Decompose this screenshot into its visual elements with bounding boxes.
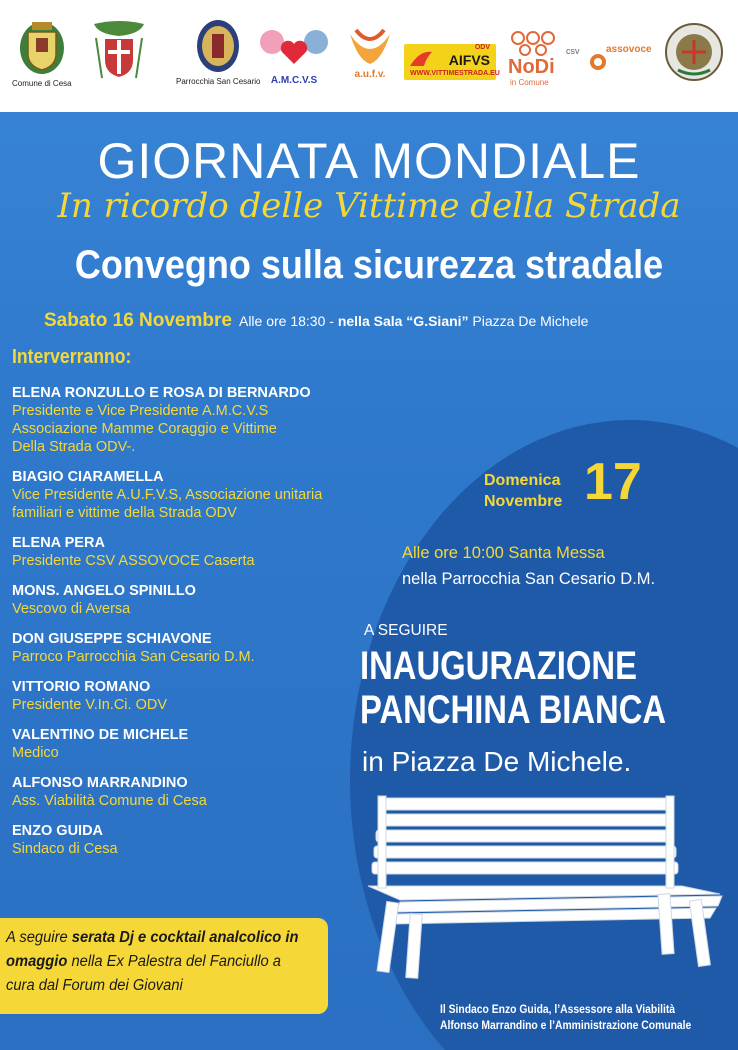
vinci-seal-icon: [664, 20, 724, 82]
speaker-role: Presidente CSV ASSOVOCE Caserta: [12, 553, 255, 569]
organizers-footer: [440, 1002, 701, 1034]
speaker-item: [12, 384, 382, 456]
speaker-role: Sindaco di Cesa: [12, 841, 118, 857]
speaker-role: Vice Presidente A.U.F.V.S, Associazione unitaria familiari e vittime della Strada ODV: [12, 487, 323, 521]
speaker-name: VALENTINO DE MICHELE: [12, 727, 189, 743]
nodi-people-icon: [508, 30, 558, 56]
amcvs-label: A.M.C.V.S: [270, 75, 318, 86]
speaker-name: VITTORIO ROMANO: [12, 679, 151, 695]
assovoce-swirl-icon: [588, 52, 608, 72]
csv-assovoce-logo: [566, 42, 658, 78]
parish-seal-icon: [194, 18, 242, 74]
nodi-logo: [508, 30, 560, 90]
speaker-item: [12, 678, 382, 714]
aufv-label: a.u.f.v.: [354, 69, 386, 80]
sunday-date-words: [484, 470, 562, 512]
speakers-list: [12, 384, 382, 870]
bishop-crest-icon: [88, 18, 150, 88]
aifvs-url: WWW.VITTIMESTRADA.EU: [410, 70, 500, 77]
speaker-name: BIAGIO CIARAMELLA: [12, 469, 164, 485]
sunday-date-number: 17: [584, 453, 642, 511]
speaker-name: MONS. ANGELO SPINILLO: [12, 583, 196, 599]
csv-label: assovoce: [606, 44, 652, 55]
speaker-item: [12, 726, 382, 762]
diocese-logo: [88, 18, 150, 88]
speaker-item: [12, 534, 382, 570]
event-date: Sabato 16 Novembre: [44, 310, 232, 331]
comune-logo: [12, 18, 72, 88]
speaker-role: Parroco Parrocchia San Cesario D.M.: [12, 649, 255, 665]
comune-crest-icon: [16, 18, 68, 76]
inauguration-line1: INAUGURAZIONE: [360, 644, 637, 688]
date-line: [44, 310, 588, 332]
event-time: Alle ore 18:30 -: [238, 313, 338, 329]
speaker-name: ENZO GUIDA: [12, 823, 104, 839]
amcvs-logo: [258, 26, 330, 86]
comune-caption: Comune di Cesa: [12, 79, 72, 88]
csv-prefix: csv: [566, 46, 580, 56]
aifvs-odv: ODV: [474, 44, 490, 51]
speaker-role: Presidente e Vice Presidente A.M.C.V.S Associazione Mamme Coraggio e Vittime Della Strada ODV-.: [12, 403, 277, 455]
parrocchia-logo: [176, 18, 260, 86]
amcvs-hearts-icon: [258, 26, 330, 72]
speaker-name: ELENA PERA: [12, 535, 105, 551]
dj-banner: [0, 918, 328, 1014]
banner-bold: serata Dj e cocktail analcolico in omaggio: [6, 929, 299, 970]
banner-tail: nella Ex Palestra del Fanciullo a cura dal Forum dei Giovani: [6, 953, 281, 994]
speaker-name: DON GIUSEPPE SCHIAVONE: [12, 631, 212, 647]
footer-line1: Il Sindaco Enzo Guida, l’Assessore alla Viabilità: [440, 1004, 676, 1016]
aifvs-mark-icon: [408, 48, 434, 72]
mass-time: Alle ore 10:00 Santa Messa: [402, 544, 605, 562]
speakers-heading: Interverranno:: [12, 346, 132, 368]
aifvs-logo: [404, 44, 500, 80]
speaker-item: [12, 630, 382, 666]
event-place: Piazza De Michele: [468, 313, 589, 329]
speaker-item: [12, 468, 382, 522]
sunday-month: Novembre: [484, 493, 563, 510]
aufv-logo: [346, 26, 394, 80]
nodi-label: NoDi: [508, 56, 555, 78]
speaker-item: [12, 774, 382, 810]
speaker-role: Presidente V.In.Ci. ODV: [12, 697, 168, 713]
logo-bar: [0, 0, 738, 112]
sunday-day: Domenica: [484, 472, 561, 489]
mass-place: nella Parrocchia San Cesario D.M.: [402, 570, 656, 588]
aufv-hands-icon: [346, 26, 394, 66]
white-bench-icon: [360, 790, 730, 990]
speaker-role: Medico: [12, 745, 59, 761]
dj-banner-text: [6, 926, 310, 998]
memorial-subtitle: In ricordo delle Vittime della Strada: [57, 186, 681, 226]
convention-subtitle: Convegno sulla sicurezza stradale: [74, 243, 664, 287]
speaker-item: [12, 822, 382, 858]
vinci-logo: [664, 20, 724, 82]
inauguration-place: in Piazza De Michele.: [362, 746, 632, 777]
footer-line2: Alfonso Marrandino e l’Amministrazione Comunale: [440, 1020, 692, 1032]
aifvs-label: AIFVS: [448, 52, 490, 68]
speaker-role: Vescovo di Aversa: [12, 601, 131, 617]
nodi-caption: in Comune: [510, 78, 549, 87]
event-venue: nella Sala “G.Siani”: [337, 313, 469, 329]
speaker-name: ELENA RONZULLO E ROSA DI BERNARDO: [12, 385, 311, 401]
speaker-item: [12, 582, 382, 618]
speaker-name: ALFONSO MARRANDINO: [12, 775, 188, 791]
page-title: GIORNATA MONDIALE: [97, 133, 641, 189]
banner-lead: A seguire: [6, 929, 72, 946]
follow-label: A SEGUIRE: [364, 622, 448, 639]
inauguration-line2: PANCHINA BIANCA: [360, 688, 667, 732]
speaker-role: Ass. Viabilità Comune di Cesa: [12, 793, 207, 809]
parrocchia-caption: Parrocchia San Cesario: [176, 77, 261, 86]
